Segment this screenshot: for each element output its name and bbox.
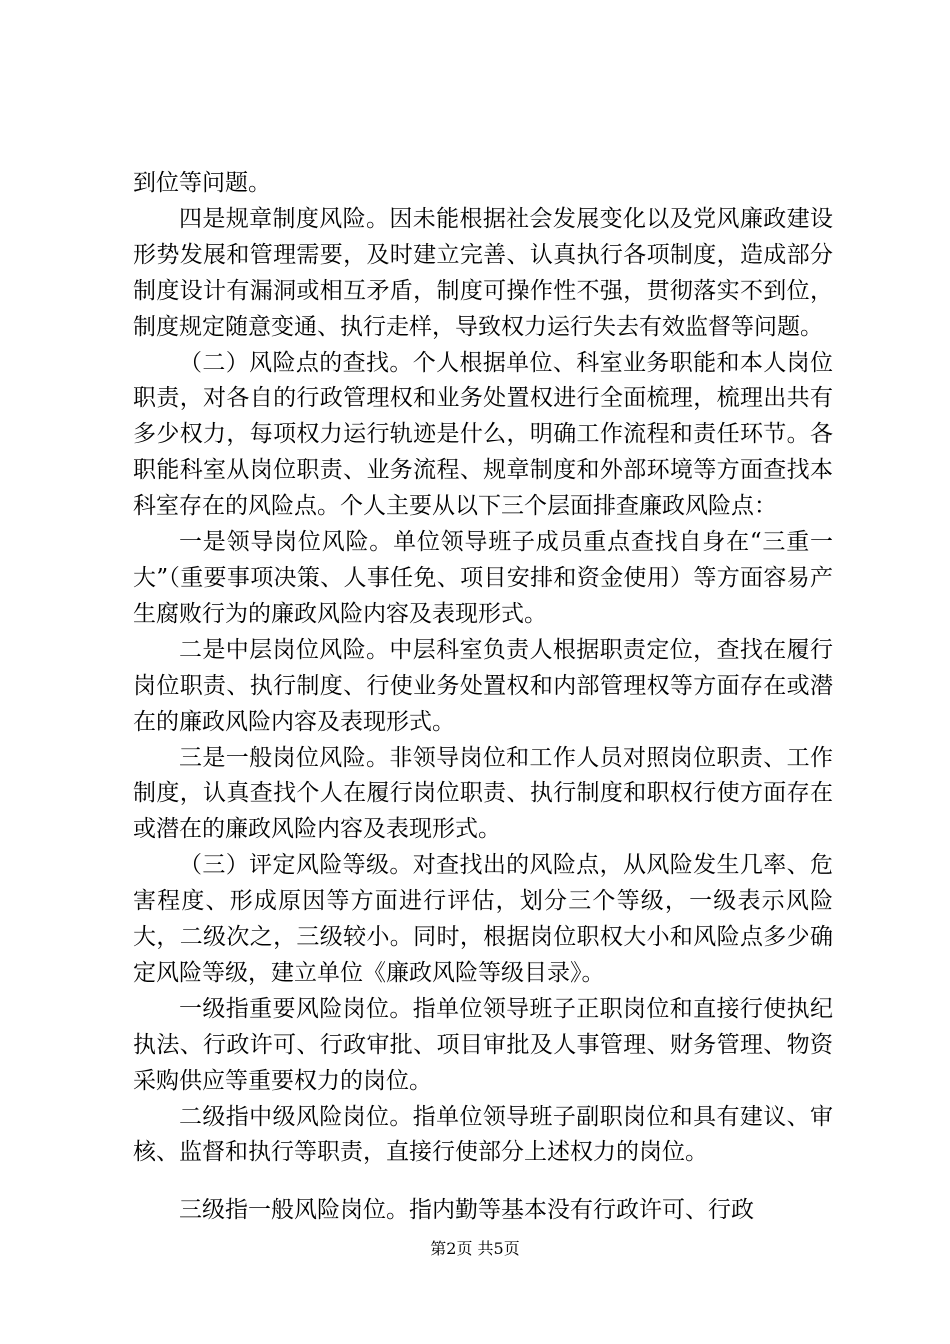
paragraph-level-one: 一级指重要风险岗位。指单位领导班子正职岗位和直接行使执纪执法、行政许可、行政审批、项目审批及人事管理、财务管理、物资采购供应等重要权力的岗位。 (133, 995, 833, 1094)
paragraph-leadership-risk: 一是领导岗位风险。单位领导班子成员重点查找自身在“三重一大”（重要事项决策、人事任免、项目安排和资金使用）等方面容易产生腐败行为的廉政风险内容及表现形式。 (133, 529, 833, 627)
paragraph-risk-level-assessment: （三）评定风险等级。对查找出的风险点，从风险发生几率、危害程度、形成原因等方面进行评估，划分三个等级，一级表示风险大，二级次之，三级较小。同时，根据岗位职权大小和风险点多少确定风险等级，建立单位《廉政风险等级目录》。 (133, 852, 833, 986)
page-number-footer: 第2页 共5页 (430, 1239, 520, 1258)
paragraph-level-two: 二级指中级风险岗位。指单位领导班子副职岗位和具有建议、审核、监督和执行等职责，直接行使部分上述权力的岗位。 (133, 1103, 833, 1166)
paragraph-continuation: 到位等问题。 (133, 170, 271, 196)
paragraph-general-post-risk: 三是一般岗位风险。非领导岗位和工作人员对照岗位职责、工作制度，认真查找个人在履行岗位职责、执行制度和职权行使方面存在或潜在的廉政风险内容及表现形式。 (133, 744, 833, 843)
paragraph-level-three: 三级指一般风险岗位。指内勤等基本没有行政许可、行政 (179, 1197, 754, 1224)
paragraph-middle-level-risk: 二是中层岗位风险。中层科室负责人根据职责定位，查找在履行岗位职责、执行制度、行使业务处置权和内部管理权等方面存在或潜在的廉政风险内容及表现形式。 (133, 636, 833, 735)
paragraph-risk-point-search: （二）风险点的查找。个人根据单位、科室业务职能和本人岗位职责，对各自的行政管理权和业务处置权进行全面梳理，梳理出共有多少权力，每项权力运行轨迹是什么，明确工作流程和责任环节。各职能科室从岗位职责、业务流程、规章制度和外部环境等方面查找本科室存在的风险点。个人主要从以下三个层面排查廉政风险点： (133, 349, 833, 520)
paragraph-regulation-risk: 四是规章制度风险。因未能根据社会发展变化以及党风廉政建设形势发展和管理需要，及时建立完善、认真执行各项制度，造成部分制度设计有漏洞或相互矛盾，制度可操作性不强，贯彻落实不到位，制度规定随意变通、执行走样，导致权力运行失去有效监督等问题。 (133, 205, 833, 340)
document-body (133, 166, 833, 1229)
